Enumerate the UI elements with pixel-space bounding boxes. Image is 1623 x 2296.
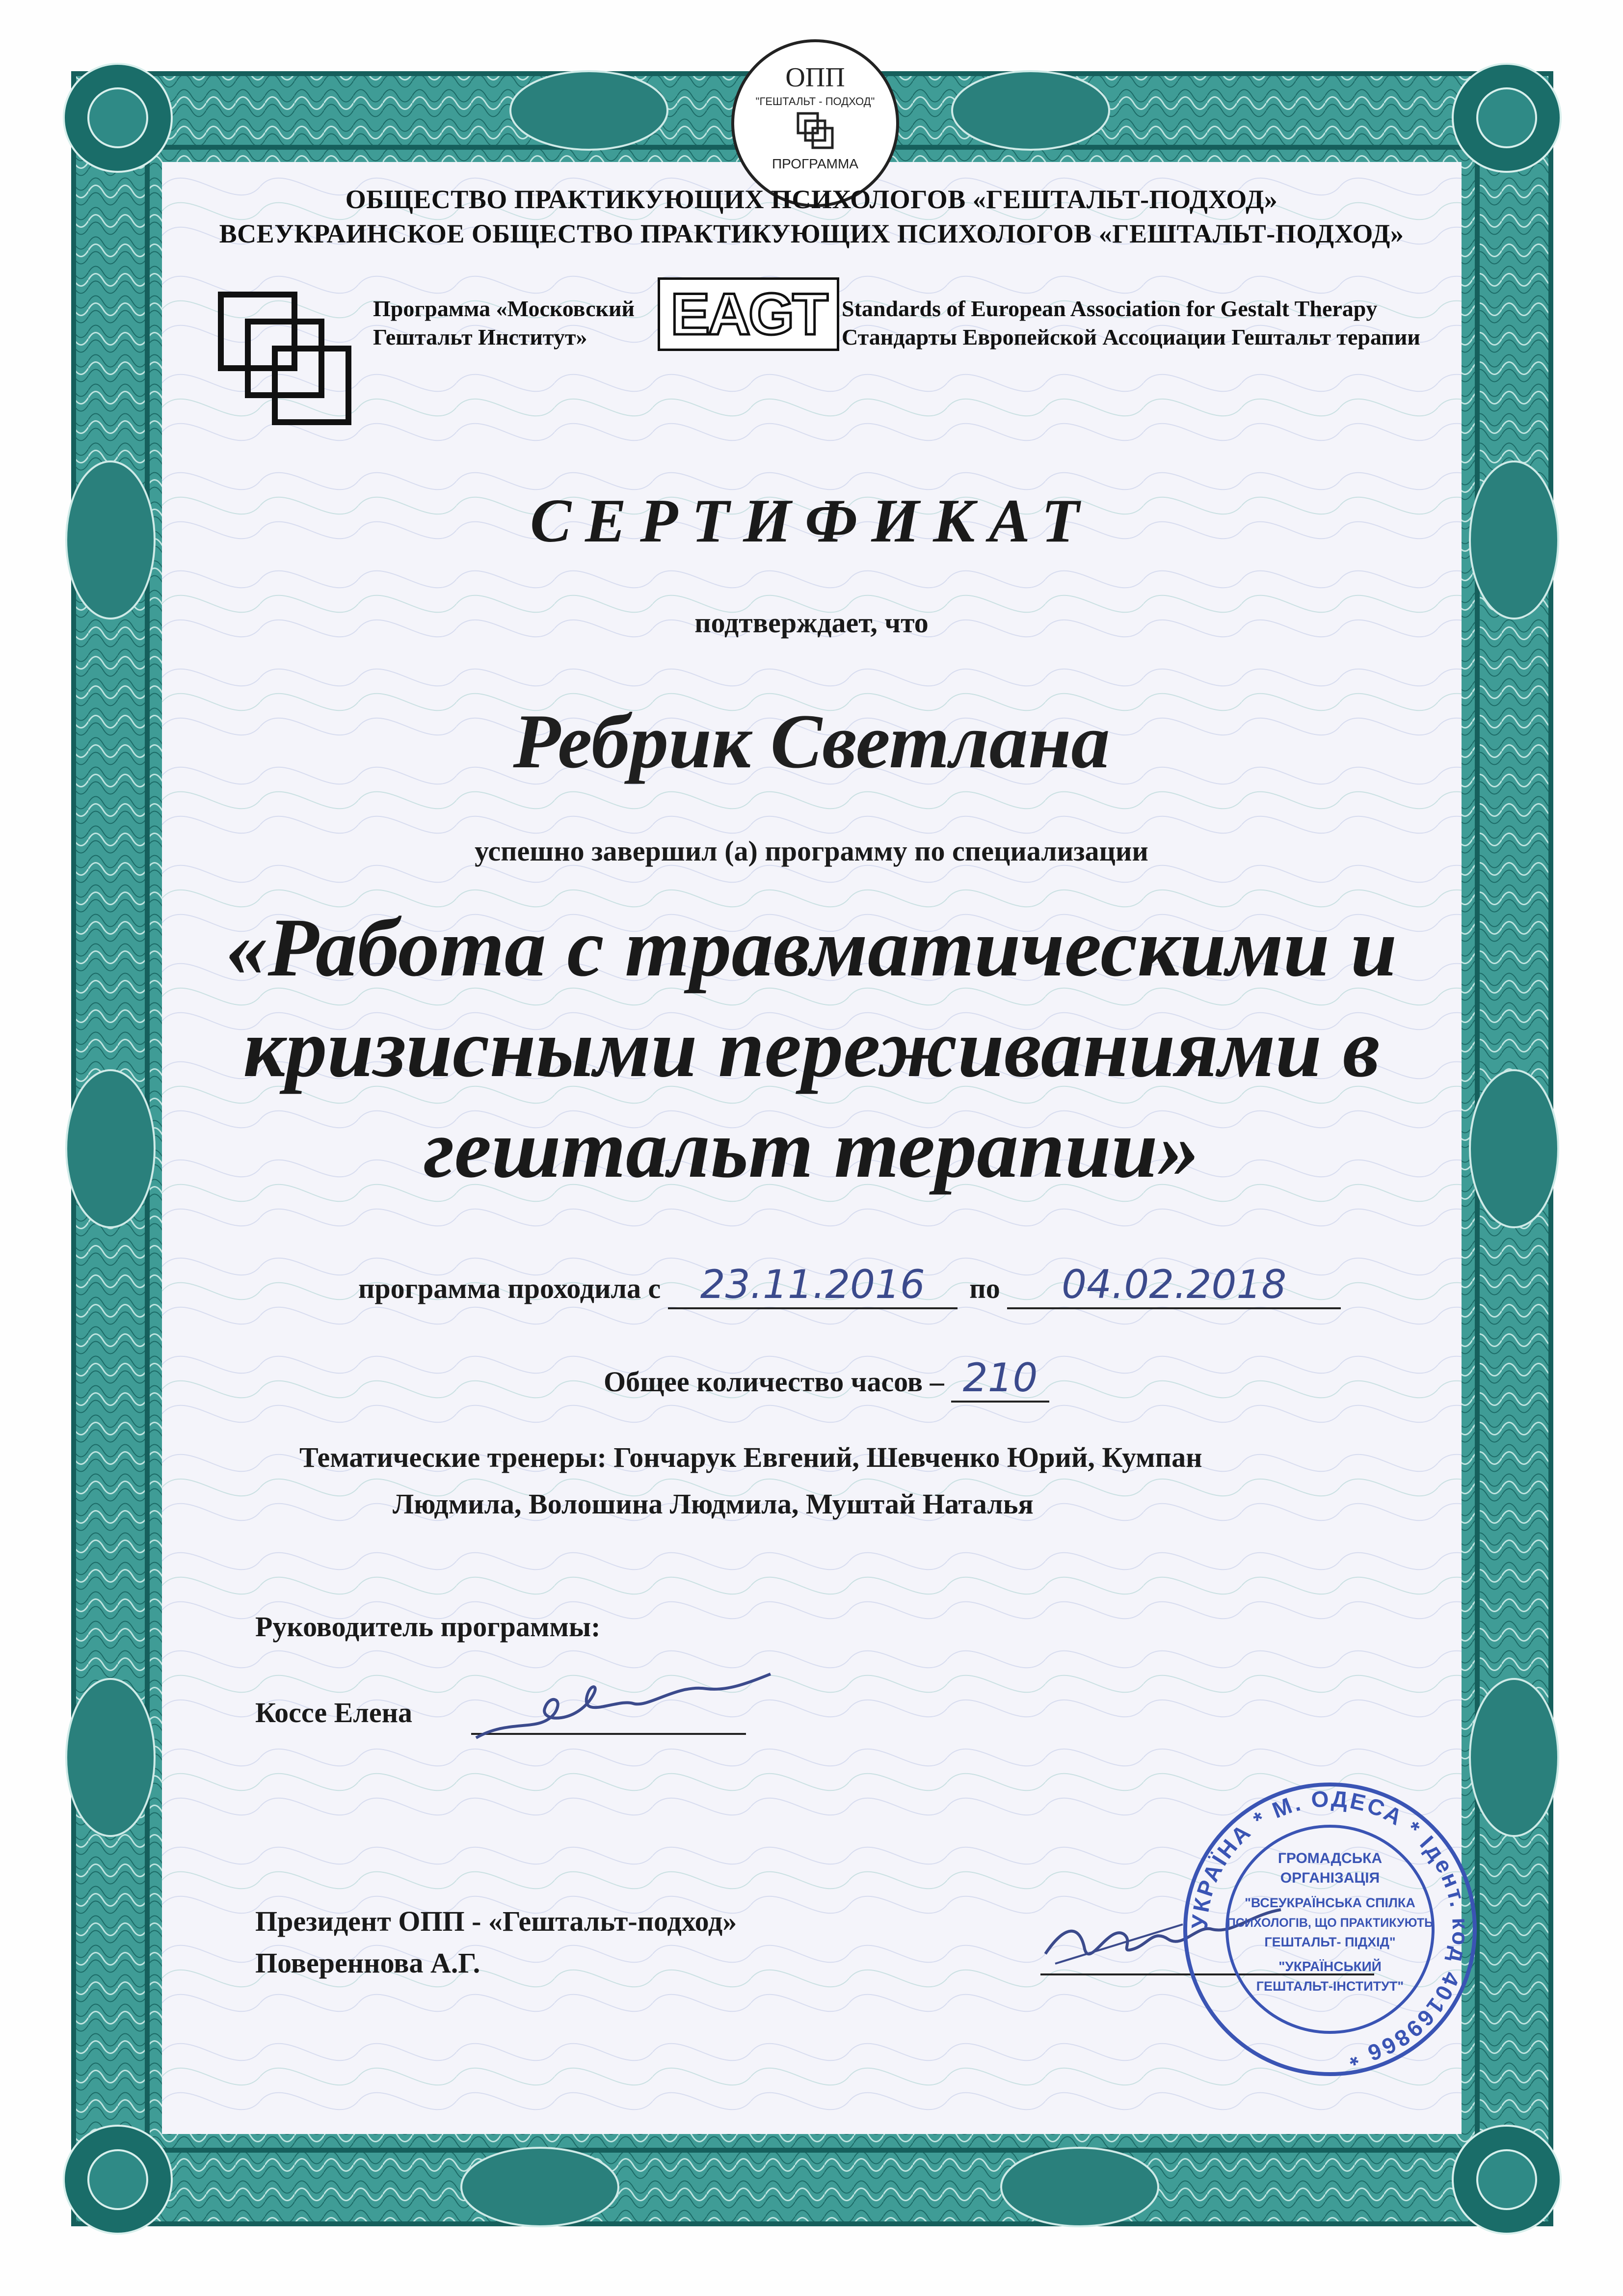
opp-seal [731,39,899,207]
period-mid: по [969,1272,1000,1304]
stamp-line-3: "ВСЕУКРАЇНСЬКА СПІЛКА [1245,1895,1415,1910]
moscow-program-line-2: Гештальт Институт» [373,324,587,350]
head-signature-icon [471,1664,775,1753]
stamp-line-2: ОРГАНІЗАЦІЯ [1280,1870,1380,1886]
opp-seal-label: ПРОГРАММА [772,156,858,171]
moscow-program-line-1: Программа «Московский [373,296,635,321]
stamp-line-4: ПСИХОЛОГІВ, ЩО ПРАКТИКУЮТЬ [1226,1916,1434,1930]
certificate-title: СЕРТИФИКАТ [530,487,1093,555]
trainers-line-2: Людмила, Волошина Людмила, Муштай Наталья [393,1488,1034,1520]
squares-logo-icon [796,111,835,150]
stamp-line-6: "УКРАЇНСЬКИЙ [1278,1959,1382,1974]
president-line-2: Повереннова А.Г. [255,1947,480,1979]
hours-value: 210 [951,1355,1049,1403]
program-head-label: Руководитель программы: [255,1611,601,1643]
date-from: 23.11.2016 [668,1262,958,1309]
opp-seal-abbr: ОПП [785,62,845,93]
specialization-line-2: кризисными переживаниями в [243,1002,1380,1094]
trainers-line-1: Тематические тренеры: Гончарук Евгений, Шевченко Юрий, Кумпан [299,1441,1202,1473]
stamp-line-7: ГЕШТАЛЬТ-ІНСТИТУТ" [1256,1979,1404,1994]
header-line-2: ВСЕУКРАИНСКОЕ ОБЩЕСТВО ПРАКТИКУЮЩИХ ПСИХОЛОГОВ «ГЕШТАЛЬТ-ПОДХОД» [219,219,1404,248]
program-head-name: Коссе Елена [255,1697,412,1729]
hours-line [604,1355,1049,1403]
confirms-text: подтверждает, что [694,607,929,639]
eagt-logo [658,277,839,351]
stamp-line-1: ГРОМАДСЬКА [1277,1850,1383,1866]
specialization-line-3: гештальт терапии» [424,1103,1199,1195]
hours-label: Общее количество часов – [604,1366,944,1398]
official-stamp [1178,1777,1482,2081]
specialization-line-1: «Работа с травматическими и [226,901,1397,994]
eagt-standards-ru: Стандарты Европейской Ассоциации Гештальт терапии [842,324,1420,350]
header-line-1: ОБЩЕСТВО ПРАКТИКУЮЩИХ ПСИХОЛОГОВ «ГЕШТАЛЬТ-ПОДХОД» [345,185,1278,214]
eagt-logo-text: EAGT [670,281,826,347]
completed-text: успешно завершил (а) программу по специализации [475,835,1148,867]
eagt-standards-en: Standards of European Association for Gestalt Therapy [842,296,1378,321]
stamp-line-5: ГЕШТАЛЬТ- ПІДХІД" [1264,1935,1396,1949]
period-line [358,1262,1341,1309]
date-to: 04.02.2018 [1007,1262,1341,1309]
period-prefix: программа проходила с [358,1272,661,1304]
opp-seal-org: "ГЕШТАЛЬТ - ПОДХОД" [755,95,875,108]
president-line-1: Президент ОПП - «Гештальт-подход» [255,1905,737,1937]
recipient-name: Ребрик Светлана [513,699,1110,784]
stamp-outer-text: УКРАЇНА * М. ОДЕСА * Ідент. код 40169866 * [1186,1785,1474,2072]
moscow-gestalt-institute-logo-icon [216,290,353,427]
